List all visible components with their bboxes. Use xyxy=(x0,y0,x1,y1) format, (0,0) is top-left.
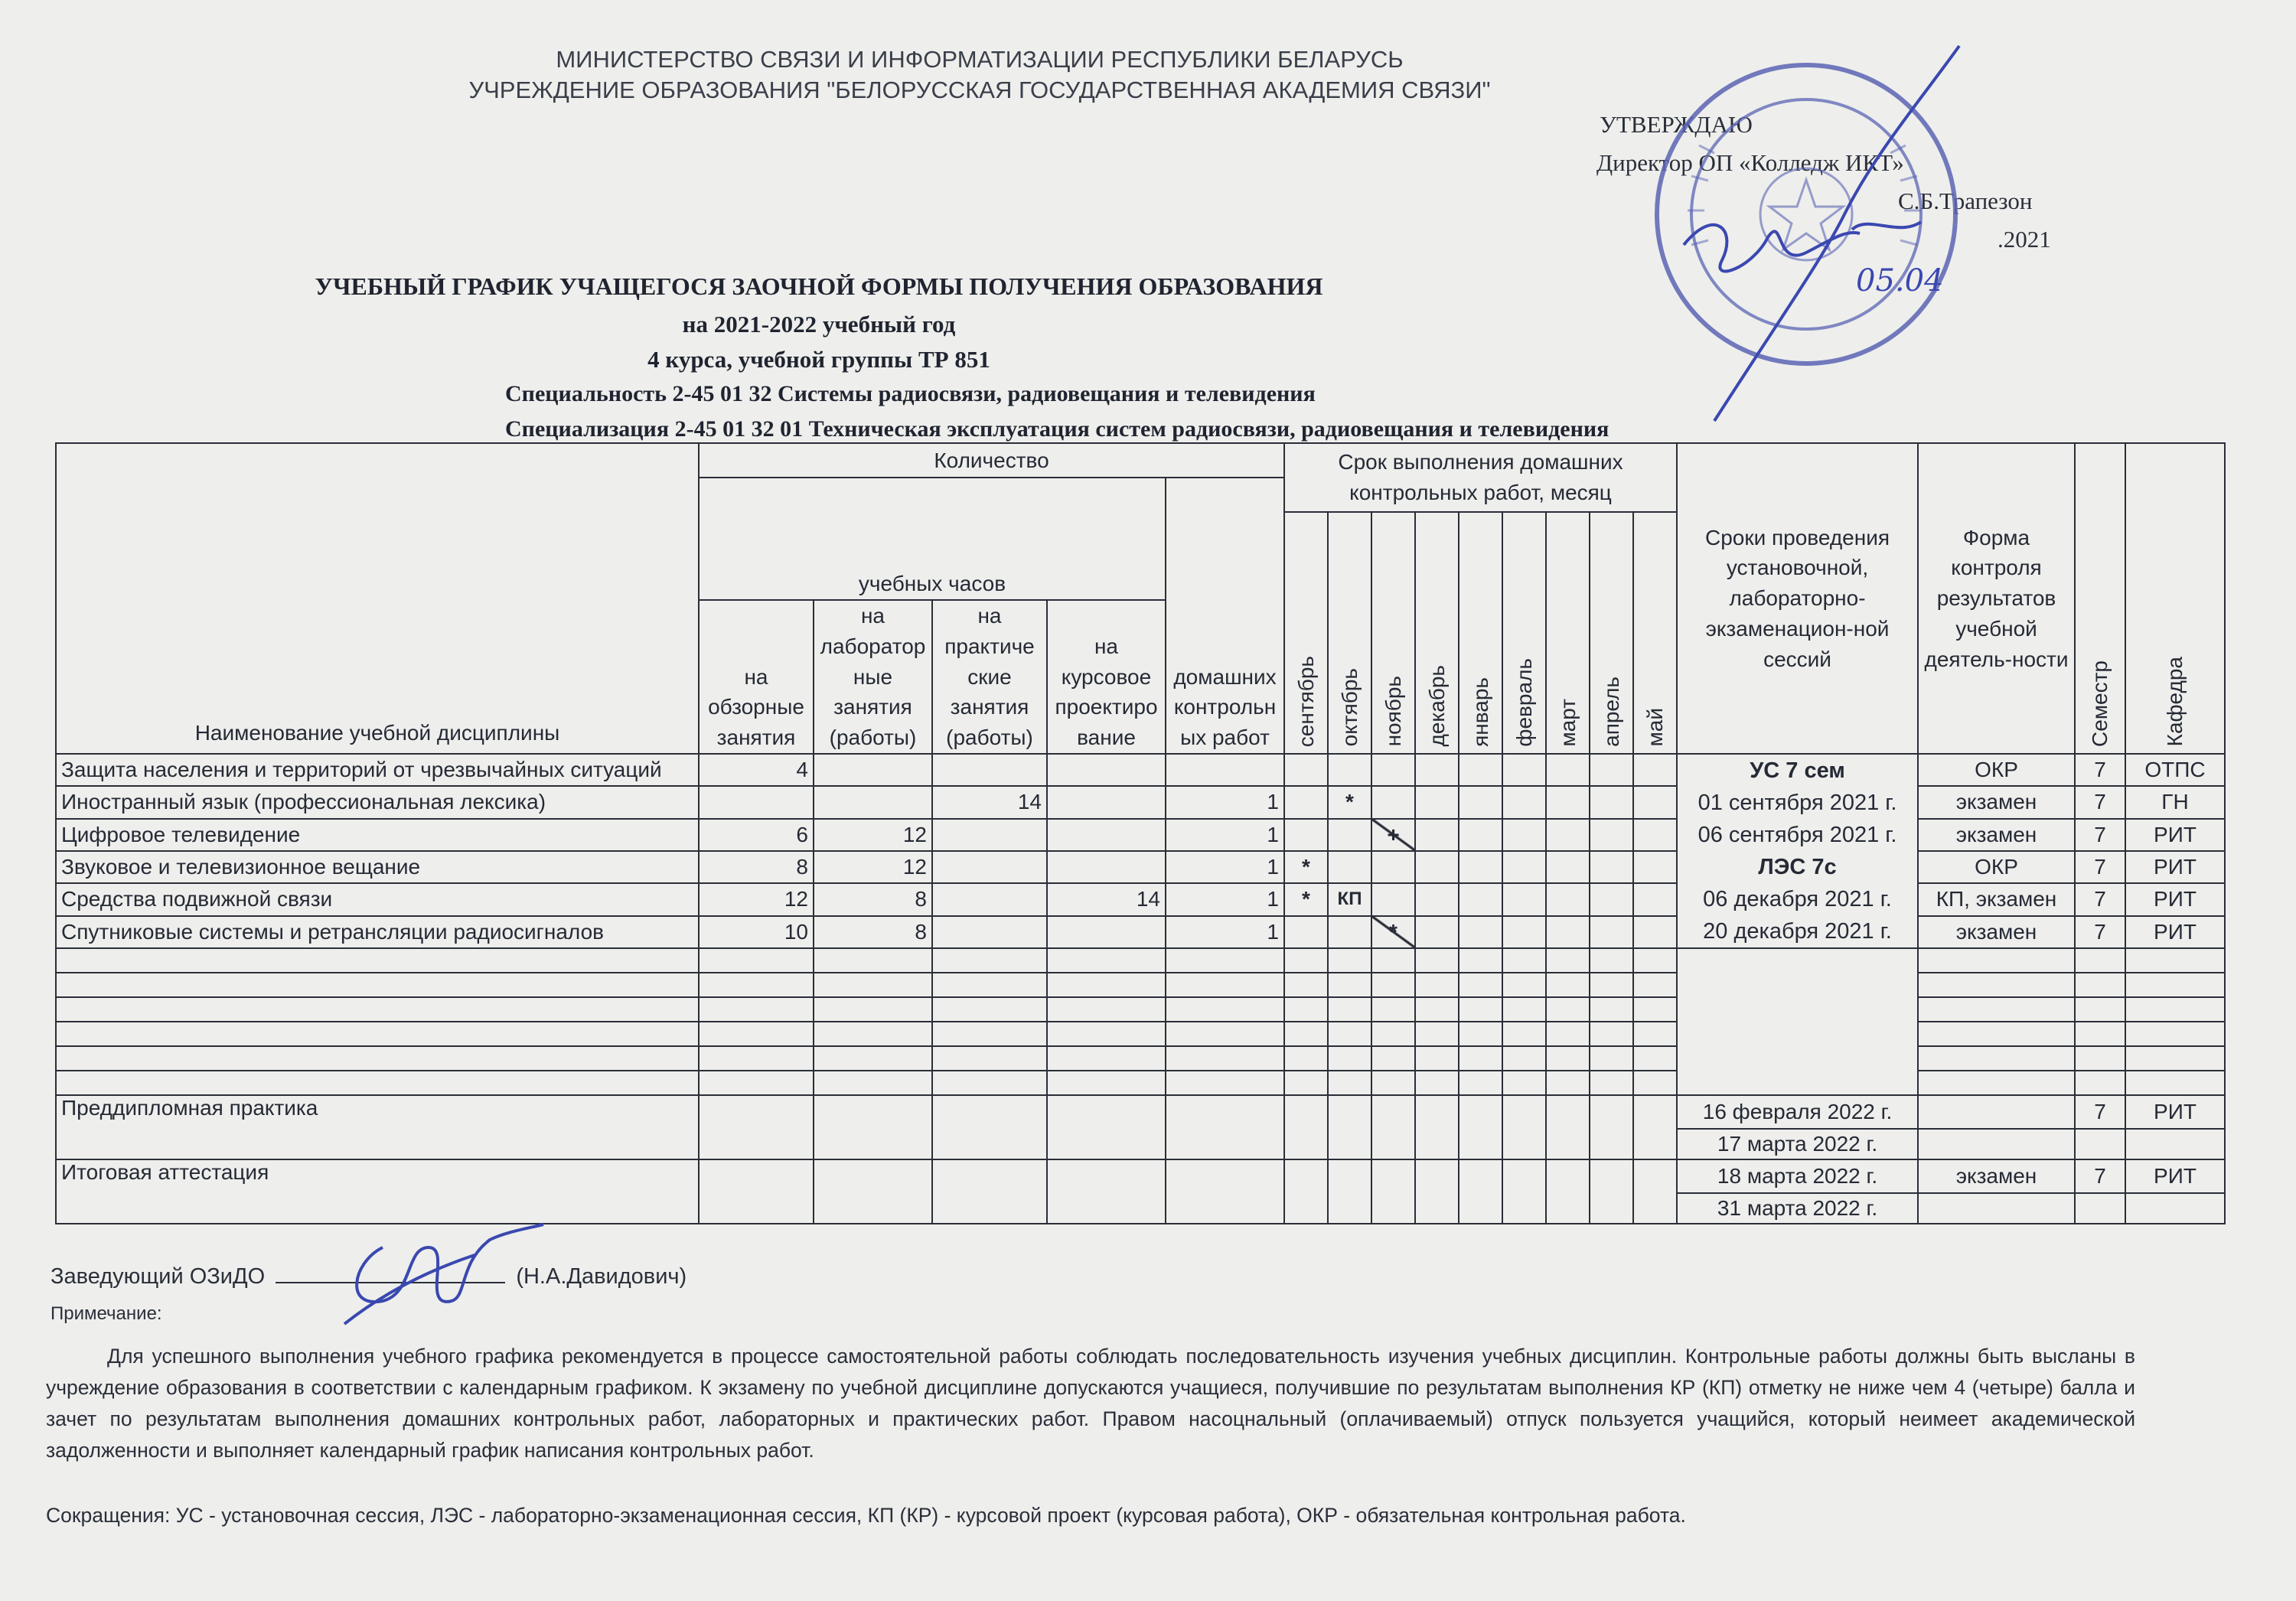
les-end-date: 20 декабря 2021 г. xyxy=(1703,918,1892,944)
empty-row xyxy=(56,948,2225,973)
head-label: Заведующий ОЗиДО xyxy=(51,1264,266,1289)
table-row: Средства подвижной связи 12 8 14 1 * КП КП, экзамен 7 РИТ xyxy=(56,883,2225,915)
ministry-header: МИНИСТЕРСТВО СВЯЗИ И ИНФОРМАТИЗАЦИИ РЕСПУБЛИКИ БЕЛАРУСЬ xyxy=(556,46,1404,73)
table-row: Звуковое и телевизионное вещание 8 12 1 * ОКР 7 РИТ xyxy=(56,851,2225,883)
les-session-label: ЛЭС 7с xyxy=(1758,854,1837,879)
attestation-end-date: 31 марта 2022 г. xyxy=(1677,1193,1918,1224)
semester: 7 xyxy=(2075,851,2125,883)
us-end-date: 06 сентября 2021 г. xyxy=(1698,822,1897,847)
attestation-department: РИТ xyxy=(2125,1159,2225,1193)
approval-year: .2021 xyxy=(1998,226,2051,253)
month-nov: ноябрь xyxy=(1371,512,1415,754)
month-sep: сентябрь xyxy=(1284,512,1328,754)
header-discipline: Наименование учебной дисциплины xyxy=(56,443,699,754)
month-oct: октябрь xyxy=(1328,512,1371,754)
control-form: экзамен xyxy=(1918,916,2075,948)
us-start-date: 01 сентября 2021 г. xyxy=(1698,790,1897,815)
department: РИТ xyxy=(2125,883,2225,915)
attestation-semester: 7 xyxy=(2075,1159,2125,1193)
academic-year: на 2021-2022 учебный год xyxy=(682,311,956,337)
practice-semester: 7 xyxy=(2075,1095,2125,1129)
practice-start-date: 16 февраля 2022 г. xyxy=(1677,1095,1918,1129)
discipline-name: Спутниковые системы и ретрансляции радиосигналов xyxy=(56,916,699,948)
course-project-mark: КП xyxy=(1328,883,1371,915)
control-form: экзамен xyxy=(1918,819,2075,851)
head-signature-icon xyxy=(337,1217,551,1332)
department: РИТ xyxy=(2125,851,2225,883)
header-deadline: Срок выполнения домашних контрольных работ, месяц xyxy=(1284,443,1677,512)
course-group: 4 курса, учебной группы ТР 851 xyxy=(647,346,990,373)
month-jan: январь xyxy=(1459,512,1502,754)
director-signature-icon xyxy=(1668,38,1975,436)
header-department: Кафедра xyxy=(2125,443,2225,754)
attestation-name: Итоговая аттестация xyxy=(56,1159,699,1224)
semester: 7 xyxy=(2075,786,2125,818)
header-home-control: домашних контрольн ых работ xyxy=(1166,600,1284,754)
deadline-mark: * xyxy=(1371,916,1415,948)
specialty-line: Специальность 2-45 01 32 Системы радиосвязи, радиовещания и телевидения xyxy=(505,381,1316,406)
practice-name: Преддипломная практика xyxy=(56,1095,699,1159)
department: ОТПС xyxy=(2125,754,2225,786)
table-row: Иностранный язык (профессиональная лексика) 14 1 * экзамен 7 ГН xyxy=(56,786,2225,818)
semester: 7 xyxy=(2075,883,2125,915)
discipline-name: Звуковое и телевизионное вещание xyxy=(56,851,699,883)
attestation-form: экзамен xyxy=(1918,1159,2075,1193)
discipline-name: Защита населения и территорий от чрезвычайных ситуаций xyxy=(56,754,699,786)
semester: 7 xyxy=(2075,819,2125,851)
control-form: экзамен xyxy=(1918,786,2075,818)
discipline-name: Иностранный язык (профессиональная лексика) xyxy=(56,786,699,818)
deadline-mark: * xyxy=(1284,883,1328,915)
practice-department: РИТ xyxy=(2125,1095,2225,1129)
abbreviations: Сокращения: УС - установочная сессия, ЛЭС - лабораторно-экзаменационная сессия, КП (КР) - курсовой проект (курсовая работа), ОКР - обязательная контрольная работа. xyxy=(46,1504,1686,1527)
month-may: май xyxy=(1633,512,1677,754)
header-practical: на практиче ские занятия (работы) xyxy=(932,600,1047,754)
schedule-table xyxy=(55,442,2226,1224)
semester: 7 xyxy=(2075,916,2125,948)
control-form: ОКР xyxy=(1918,851,2075,883)
month-dec: декабрь xyxy=(1415,512,1459,754)
semester: 7 xyxy=(2075,754,2125,786)
discipline-name: Цифровое телевидение xyxy=(56,819,699,851)
control-form: КП, экзамен xyxy=(1918,883,2075,915)
approve-label: УТВЕРЖДАЮ xyxy=(1600,111,1753,138)
us-session-label: УС 7 сем xyxy=(1750,758,1845,783)
header-course-project: на курсовое проектиро вание xyxy=(1047,600,1166,754)
attestation-row xyxy=(56,1159,2225,1193)
schedule-title: УЧЕБНЫЙ ГРАФИК УЧАЩЕГОСЯ ЗАОЧНОЙ ФОРМЫ ПОЛУЧЕНИЯ ОБРАЗОВАНИЯ xyxy=(315,272,1323,300)
specialization-line: Специализация 2-45 01 32 01 Техническая эксплуатация систем радиосвязи, радиовещания и телевидения xyxy=(505,416,1609,442)
table-row: Спутниковые системы и ретрансляции радиосигналов 10 8 1 * экзамен 7 РИТ xyxy=(56,916,2225,948)
note-text: Для успешного выполнения учебного графика рекомендуется в процессе самостоятельной работы соблюдать последовательность изучения учебных дисциплин. Контрольные работы должны быть высланы в учреждение образования в соответствии с календарным графиком. К экзамену по учебной дисциплине допускаются учащиеся, получившие по результатам выполнения КР (КП) отметку не ниже чем 4 (четыре) балла и зачет по результатам выполнения домашних контрольных работ, лабораторных и практических работ. Правом насоцнальный (оплачиваемый) отпуск пользуется учащийся, который неимеет академической задолженности и выполняет календарный график написания контрольных работ. xyxy=(46,1345,2135,1462)
deadline-mark: * xyxy=(1328,786,1371,818)
deadline-mark: + xyxy=(1371,819,1415,851)
les-start-date: 06 декабря 2021 г. xyxy=(1703,886,1892,911)
month-mar: март xyxy=(1546,512,1590,754)
header-control-form: Форма контроля результатов учебной деятель-ности xyxy=(1918,443,2075,754)
deadline-mark: * xyxy=(1284,851,1328,883)
header-review: на обзорные занятия xyxy=(699,600,814,754)
sessions-cell xyxy=(1677,754,1918,948)
practice-end-date: 17 марта 2022 г. xyxy=(1677,1129,1918,1159)
table-row: Защита населения и территорий от чрезвычайных ситуаций 4 УС 7 сем 01 сентября 2021 г. 06 сентября 2021 г. ЛЭС 7с 06 декабря 2021 г. 20 декабря 2021 г. ОКР 7 ОТПС xyxy=(56,754,2225,786)
institution-header: УЧРЕЖДЕНИЕ ОБРАЗОВАНИЯ "БЕЛОРУССКАЯ ГОСУДАРСТВЕННАЯ АКАДЕМИЯ СВЯЗИ" xyxy=(468,77,1491,103)
header-hours: учебных часов xyxy=(699,478,1166,600)
handwritten-date: 05.04 xyxy=(1856,263,1944,298)
header-lab: на лаборатор ные занятия (работы) xyxy=(814,600,932,754)
practice-row xyxy=(56,1095,2225,1129)
director-position: Директор ОП «Колледж ИКТ» xyxy=(1596,149,1904,176)
head-name: (Н.А.Давидович) xyxy=(516,1264,687,1289)
header-sessions: Сроки проведения установочной, лабораторно-экзаменацион-ной сессий xyxy=(1677,443,1918,754)
header-semester: Семестр xyxy=(2075,443,2125,754)
month-feb: февраль xyxy=(1502,512,1546,754)
control-form: ОКР xyxy=(1918,754,2075,786)
table-row: Цифровое телевидение 6 12 1 + экзамен 7 РИТ xyxy=(56,819,2225,851)
note-label: Примечание: xyxy=(51,1303,162,1324)
header-quantity: Количество xyxy=(699,443,1284,478)
department: РИТ xyxy=(2125,819,2225,851)
director-name: С.Б.Трапезон xyxy=(1898,187,2033,214)
attestation-start-date: 18 марта 2022 г. xyxy=(1677,1159,1918,1193)
month-apr: апрель xyxy=(1590,512,1633,754)
department: РИТ xyxy=(2125,916,2225,948)
discipline-name: Средства подвижной связи xyxy=(56,883,699,915)
department: ГН xyxy=(2125,786,2225,818)
